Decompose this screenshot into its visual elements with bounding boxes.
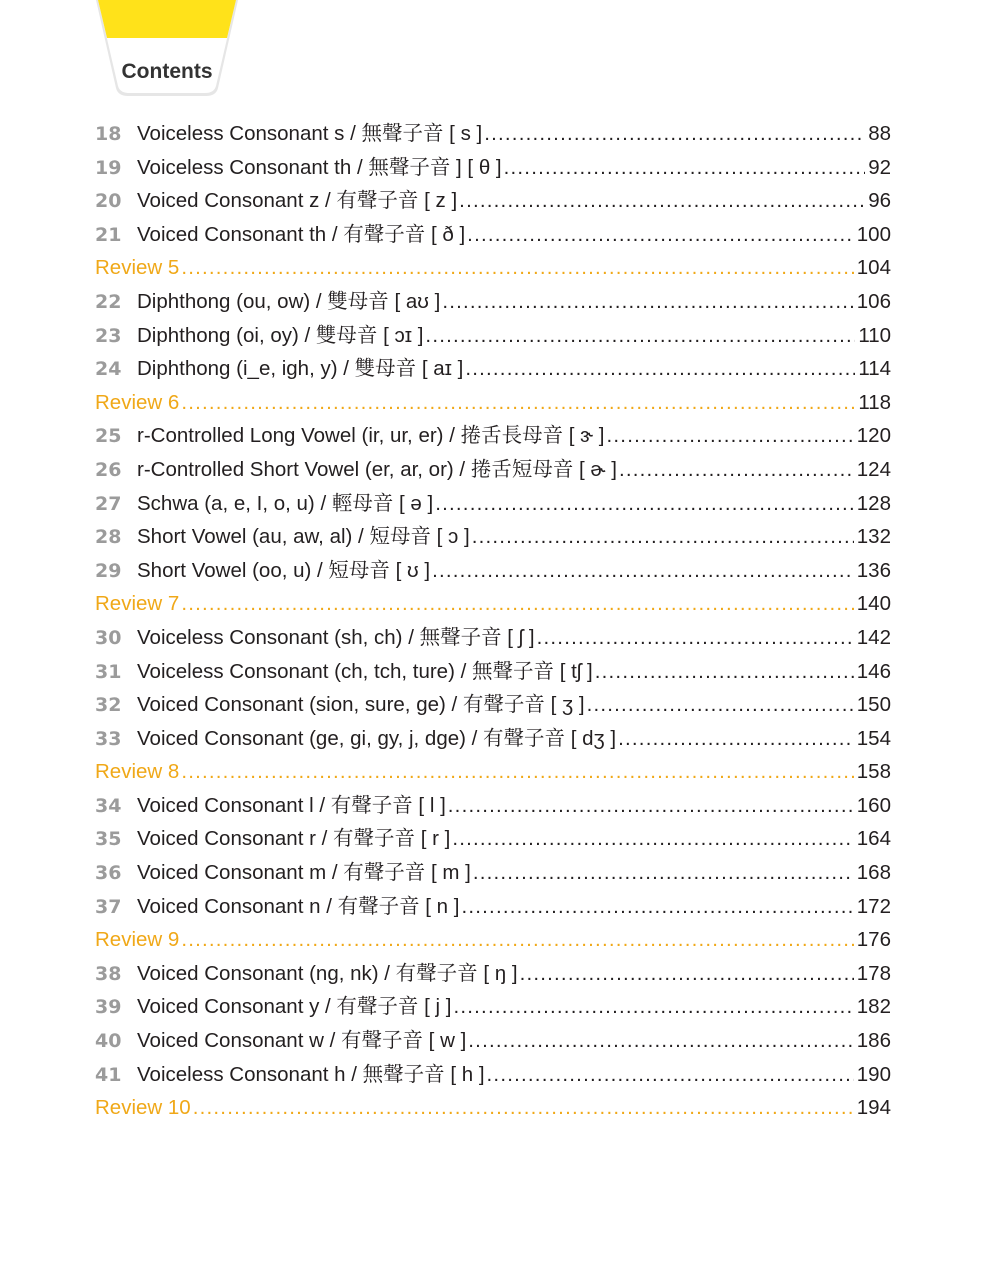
lesson-number: 33 — [95, 727, 122, 750]
lesson-number: 41 — [95, 1063, 122, 1086]
toc-lesson-entry[interactable] — [95, 554, 891, 588]
page-number: 176 — [856, 928, 891, 952]
dot-leader — [425, 319, 855, 353]
dot-leader — [452, 822, 853, 856]
contents-tab — [96, 0, 238, 96]
page-number: 160 — [856, 793, 891, 817]
dot-leader — [181, 386, 855, 420]
lesson-title: Short Vowel (au, aw, al) / 短母音 [ ɔ ] — [137, 525, 470, 549]
review-title: Review 8 — [95, 760, 180, 784]
lesson-number: 19 — [95, 156, 122, 179]
lesson-title: Diphthong (oi, oy) / 雙母音 [ ɔɪ ] — [137, 323, 424, 347]
lesson-number: 29 — [95, 559, 122, 582]
toc-lesson-entry[interactable] — [95, 621, 891, 655]
page-number: 164 — [856, 827, 891, 851]
dot-leader — [484, 117, 865, 151]
lesson-number: 32 — [95, 694, 122, 717]
toc-lesson-entry[interactable] — [95, 856, 891, 890]
page-number: 104 — [856, 256, 891, 280]
review-title: Review 5 — [95, 256, 180, 280]
toc-lesson-entry[interactable] — [95, 1024, 891, 1058]
toc-lesson-entry[interactable] — [95, 487, 891, 521]
dot-leader — [504, 151, 866, 185]
lesson-title: Voiced Consonant m / 有聲子音 [ m ] — [137, 861, 471, 885]
dot-leader — [181, 251, 853, 285]
dot-leader — [181, 587, 853, 621]
lesson-title: Voiceless Consonant (sh, ch) / 無聲子音 [ ʃ ] — [137, 625, 535, 649]
lesson-number: 18 — [95, 123, 122, 145]
review-title: Review 10 — [95, 1096, 191, 1120]
lesson-title: Diphthong (i_e, igh, y) / 雙母音 [ aɪ ] — [137, 357, 464, 381]
toc-review-entry[interactable] — [95, 1091, 891, 1125]
lesson-title: Voiceless Consonant s / 無聲子音 [ s ] — [137, 122, 483, 145]
lesson-number: 22 — [95, 290, 122, 313]
page-number: 92 — [868, 155, 891, 179]
lesson-title: Voiced Consonant y / 有聲子音 [ j ] — [137, 995, 452, 1019]
dot-leader — [461, 890, 853, 924]
page-number: 172 — [856, 894, 891, 918]
toc-lesson-entry[interactable] — [95, 655, 891, 689]
lesson-number: 28 — [95, 526, 122, 549]
dot-leader — [453, 990, 853, 1024]
toc-lesson-entry[interactable] — [95, 319, 891, 353]
lesson-number: 30 — [95, 626, 122, 649]
toc-lesson-entry[interactable] — [95, 1058, 891, 1092]
page-number: 182 — [856, 995, 891, 1019]
toc-lesson-entry[interactable] — [95, 151, 891, 185]
dot-leader — [537, 621, 854, 655]
lesson-title: Voiced Consonant n / 有聲子音 [ n ] — [137, 894, 460, 918]
lesson-title: Voiced Consonant th / 有聲子音 [ ð ] — [137, 222, 466, 246]
lesson-number: 39 — [95, 996, 122, 1019]
lesson-number: 37 — [95, 895, 122, 918]
toc-lesson-entry[interactable] — [95, 285, 891, 319]
toc-lesson-entry[interactable] — [95, 957, 891, 991]
dot-leader — [193, 1091, 854, 1125]
page-number: 118 — [858, 390, 891, 414]
dot-leader — [520, 957, 854, 991]
page-number: 96 — [868, 189, 891, 213]
lesson-number: 23 — [95, 324, 122, 347]
dot-leader — [618, 722, 854, 756]
lesson-title: Voiced Consonant (ge, gi, gy, j, dge) / 有聲子音 [ dʒ ] — [137, 726, 617, 750]
dot-leader — [468, 1024, 854, 1058]
page-number: 146 — [856, 659, 891, 683]
toc-review-entry[interactable] — [95, 386, 891, 420]
lesson-number: 24 — [95, 358, 122, 381]
lesson-title: Diphthong (ou, ow) / 雙母音 [ aʊ ] — [137, 289, 441, 313]
dot-leader — [442, 285, 853, 319]
page-number: 190 — [856, 1062, 891, 1086]
dot-leader — [467, 218, 854, 252]
page-number: 186 — [856, 1029, 891, 1053]
toc-review-entry[interactable] — [95, 923, 891, 957]
dot-leader — [435, 487, 854, 521]
dot-leader — [595, 655, 854, 689]
page-number: 194 — [856, 1096, 891, 1120]
toc-lesson-entry[interactable] — [95, 352, 891, 386]
page-number: 114 — [858, 357, 891, 381]
toc-lesson-entry[interactable] — [95, 990, 891, 1024]
lesson-title: Voiced Consonant l / 有聲子音 [ l ] — [137, 793, 446, 817]
page-number: 140 — [856, 592, 891, 616]
dot-leader — [181, 923, 853, 957]
dot-leader — [465, 352, 855, 386]
lesson-title: Voiced Consonant z / 有聲子音 [ z ] — [137, 189, 458, 213]
lesson-number: 38 — [95, 962, 122, 985]
lesson-title: Voiceless Consonant h / 無聲子音 [ h ] — [137, 1062, 485, 1086]
toc-lesson-entry[interactable] — [95, 218, 891, 252]
page-number: 142 — [856, 625, 891, 649]
dot-leader — [619, 453, 854, 487]
page-number: 158 — [856, 760, 891, 784]
lesson-title: Voiced Consonant r / 有聲子音 [ r ] — [137, 827, 451, 851]
toc-review-entry[interactable] — [95, 755, 891, 789]
lesson-number: 34 — [95, 794, 122, 817]
toc-lesson-entry[interactable] — [95, 419, 891, 453]
lesson-title: Voiceless Consonant th / 無聲子音 ] [ θ ] — [137, 155, 502, 179]
lesson-number: 20 — [95, 190, 122, 213]
lesson-title: Voiced Consonant (ng, nk) / 有聲子音 [ ŋ ] — [137, 961, 518, 985]
dot-leader — [607, 419, 854, 453]
lesson-title: Voiced Consonant w / 有聲子音 [ w ] — [137, 1029, 467, 1053]
lesson-title: Voiced Consonant (sion, sure, ge) / 有聲子音 [ ʒ ] — [137, 693, 585, 717]
toc-lesson-entry[interactable] — [95, 890, 891, 924]
toc-lesson-entry[interactable] — [95, 722, 891, 756]
page-number: 132 — [856, 525, 891, 549]
toc-lesson-entry[interactable] — [95, 117, 891, 151]
toc-review-entry[interactable] — [95, 251, 891, 285]
dot-leader — [448, 789, 854, 823]
page-number: 178 — [856, 961, 891, 985]
lesson-number: 21 — [95, 223, 122, 246]
review-title: Review 7 — [95, 592, 180, 616]
page-number: 100 — [856, 222, 891, 246]
lesson-number: 26 — [95, 458, 122, 481]
page-number: 88 — [868, 122, 891, 145]
dot-leader — [473, 856, 854, 890]
toc-lesson-entry[interactable] — [95, 453, 891, 487]
lesson-number: 35 — [95, 828, 122, 851]
review-title: Review 9 — [95, 928, 180, 952]
toc-lesson-entry[interactable] — [95, 520, 891, 554]
dot-leader — [587, 688, 854, 722]
dot-leader — [472, 520, 854, 554]
lesson-number: 31 — [95, 660, 122, 683]
contents-tab-accent — [98, 0, 236, 38]
page-number: 136 — [856, 558, 891, 582]
page-title: Contents — [121, 60, 213, 83]
lesson-number: 25 — [95, 425, 122, 448]
toc-lesson-entry[interactable] — [95, 184, 891, 218]
page-number: 106 — [856, 289, 891, 313]
lesson-title: r-Controlled Short Vowel (er, ar, or) / 捲舌短母音 [ ɚ ] — [137, 457, 617, 481]
lesson-title: r-Controlled Long Vowel (ir, ur, er) / 捲舌長母音 [ ɝ ] — [137, 424, 605, 448]
page-number: 128 — [856, 491, 891, 515]
lesson-number: 40 — [95, 1030, 122, 1053]
dot-leader — [181, 755, 853, 789]
page-number: 110 — [858, 323, 891, 347]
lesson-number: 27 — [95, 492, 122, 515]
toc-lesson-entry[interactable] — [95, 688, 891, 722]
dot-leader — [432, 554, 854, 588]
page-number: 168 — [856, 861, 891, 885]
review-title: Review 6 — [95, 390, 180, 414]
lesson-number: 36 — [95, 862, 122, 885]
lesson-title: Short Vowel (oo, u) / 短母音 [ ʊ ] — [137, 558, 431, 582]
toc-lesson-entry[interactable] — [95, 789, 891, 823]
page-number: 124 — [856, 457, 891, 481]
page-number: 120 — [856, 424, 891, 448]
toc-lesson-entry[interactable] — [95, 822, 891, 856]
dot-leader — [487, 1058, 854, 1092]
page-number: 154 — [856, 726, 891, 750]
page-number: 150 — [856, 693, 891, 717]
toc-review-entry[interactable] — [95, 587, 891, 621]
dot-leader — [459, 184, 865, 218]
lesson-title: Schwa (a, e, I, o, u) / 輕母音 [ ə ] — [137, 491, 434, 515]
table-of-contents — [95, 117, 891, 1125]
lesson-title: Voiceless Consonant (ch, tch, ture) / 無聲子音 [ tʃ ] — [137, 659, 593, 683]
